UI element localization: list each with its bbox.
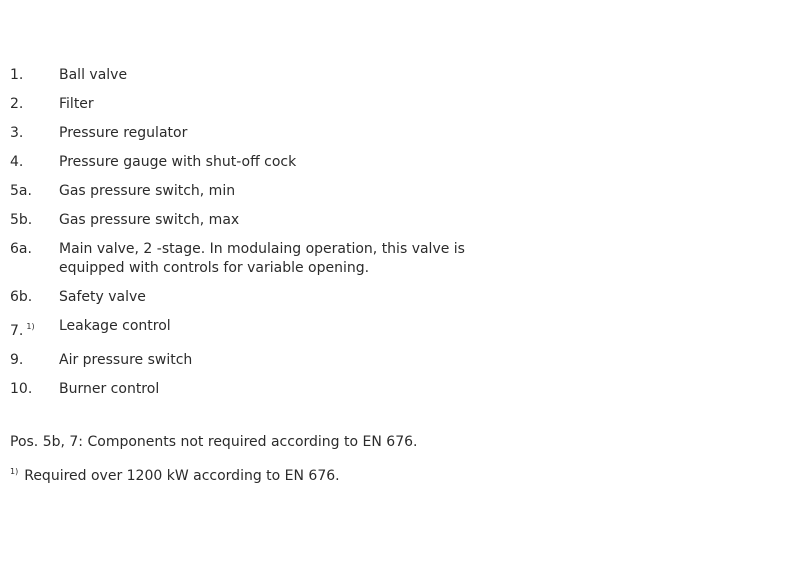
- legend-number: 6b.: [10, 289, 33, 305]
- legend-number: 3.: [10, 125, 24, 141]
- legend-item-6b: [10, 288, 570, 307]
- legend-number: 2.: [10, 96, 24, 112]
- legend-text: Air pressure switch: [59, 352, 193, 368]
- legend-text: Main valve, 2 -stage. In modulaing operation, this valve is equipped with controls for variable opening.: [59, 241, 465, 276]
- notes-section: [10, 433, 610, 496]
- legend-item-5a: [10, 182, 570, 201]
- legend-item-3: [10, 124, 570, 143]
- legend-text: Pressure regulator: [59, 125, 188, 141]
- positions-note: Pos. 5b, 7: Components not required according to EN 676.: [10, 434, 418, 450]
- footnote: [10, 462, 610, 486]
- legend-item-10: [10, 380, 570, 399]
- legend-text: Leakage control: [59, 318, 171, 334]
- legend-text: Gas pressure switch, max: [59, 212, 240, 228]
- legend-text: Burner control: [59, 381, 160, 397]
- legend-item-6a: [10, 240, 570, 278]
- legend-text: Ball valve: [59, 67, 128, 83]
- legend-item-2: [10, 95, 570, 114]
- legend-item-5b: [10, 211, 570, 230]
- legend-number: 7. $^{1)}$: [10, 322, 35, 339]
- legend-item-7: [10, 317, 570, 341]
- legend-item-4: [10, 153, 570, 172]
- legend-number: 9.: [10, 352, 24, 368]
- legend-number: 5a.: [10, 183, 32, 199]
- legend-item-9: [10, 351, 570, 370]
- legend-text: Pressure gauge with shut-off cock: [59, 154, 297, 170]
- legend-text: Gas pressure switch, min: [59, 183, 236, 199]
- legend-number: 5b.: [10, 212, 33, 228]
- footnote-marker: 1): [10, 467, 19, 476]
- component-legend-list: [10, 66, 570, 409]
- legend-text: Filter: [59, 96, 94, 112]
- legend-number: 4.: [10, 154, 24, 170]
- legend-number: 10.: [10, 381, 33, 397]
- footnote-text: Required over 1200 kW according to EN 676.: [24, 468, 340, 484]
- legend-text: Safety valve: [59, 289, 146, 305]
- legend-item-1: [10, 66, 570, 85]
- footnote-reference: 1): [26, 322, 35, 331]
- legend-number: 1.: [10, 67, 24, 83]
- legend-number: 6a.: [10, 241, 32, 257]
